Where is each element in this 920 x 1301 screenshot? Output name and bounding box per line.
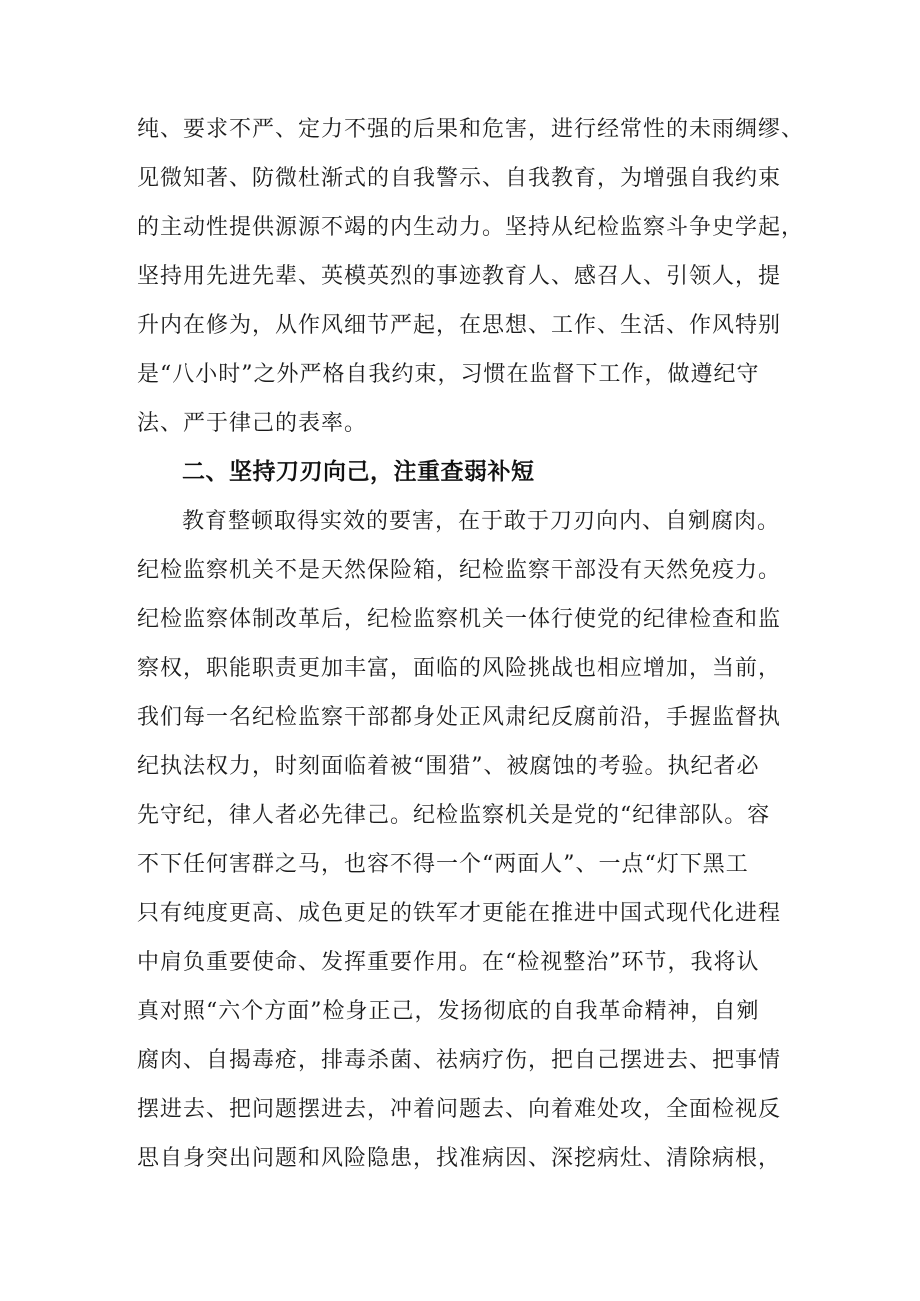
paragraph-1-line-4: 坚持用先进先辈、英模英烈的事迹教育人、感召人、引领人，提 — [137, 264, 782, 289]
paragraph-2-line-11: 真对照“六个方面”检身正己，发扬彻底的自我革命精神，自剜 — [137, 999, 760, 1024]
paragraph-2-line-7: 先守纪，律人者必先律己。纪检监察机关是党的“纪律部队。容 — [137, 803, 771, 828]
paragraph-2-line-5: 我们每一名纪检监察干部都身处正风肃纪反腐前沿，手握监督执 — [137, 705, 782, 730]
paragraph-2-line-9: 只有纯度更高、成色更足的铁军才更能在推进中国式现代化进程 — [137, 901, 782, 926]
paragraph-2-line-3: 纪检监察体制改革后，纪检监察机关一体行使党的纪律检查和监 — [137, 607, 782, 632]
paragraph-2-line-13: 摆进去、把问题摆进去，冲着问题去、向着难处攻，全面检视反 — [137, 1097, 782, 1122]
paragraph-1-line-3: 的主动性提供源源不竭的内生动力。坚持从纪检监察斗争史学起， — [137, 215, 805, 240]
paragraph-2-line-8: 不下任何害群之马，也容不得一个“两面人”、一点“灯下黑工 — [137, 852, 749, 877]
paragraph-1-line-6: 是“八小时”之外严格自我约束，习惯在监督下工作，做遵纪守 — [137, 362, 760, 387]
paragraph-2-line-10: 中肩负重要使命、发挥重要作用。在“检视整治”环节，我将认 — [137, 950, 760, 975]
paragraph-1-line-1: 纯、要求不严、定力不强的后果和危害，进行经常性的未雨绸缪、 — [137, 117, 805, 142]
paragraph-1-line-7: 法、严于律己的表率。 — [137, 411, 368, 436]
paragraph-2-line-6: 纪执法权力，时刻面临着被“围猎”、被腐蚀的考验。执纪者必 — [137, 754, 760, 779]
paragraph-1-line-5: 升内在修为，从作风细节严起，在思想、工作、生活、作风特别 — [137, 313, 782, 338]
section-heading: 二、坚持刀刃向己，注重查弱补短 — [182, 459, 535, 485]
paragraph-2-line-2: 纪检监察机关不是天然保险箱，纪检监察干部没有天然免疫力。 — [137, 558, 782, 583]
paragraph-1-line-2: 见微知著、防微杜渐式的自我警示、自我教育，为增强自我约束 — [137, 166, 782, 191]
paragraph-2-line-4: 察权，职能职责更加丰富，面临的风险挑战也相应增加，当前， — [137, 656, 782, 681]
paragraph-2-line-14: 思自身突出问题和风险隐患，找准病因、深挖病灶、清除病根， — [137, 1146, 782, 1171]
paragraph-2-line-1: 教育整顿取得实效的要害，在于敢于刀刃向内、自剜腐肉。 — [182, 509, 781, 534]
paragraph-2-line-12: 腐肉、自揭毒疮，排毒杀菌、祛病疗伤，把自己摆进去、把事情 — [137, 1048, 782, 1073]
